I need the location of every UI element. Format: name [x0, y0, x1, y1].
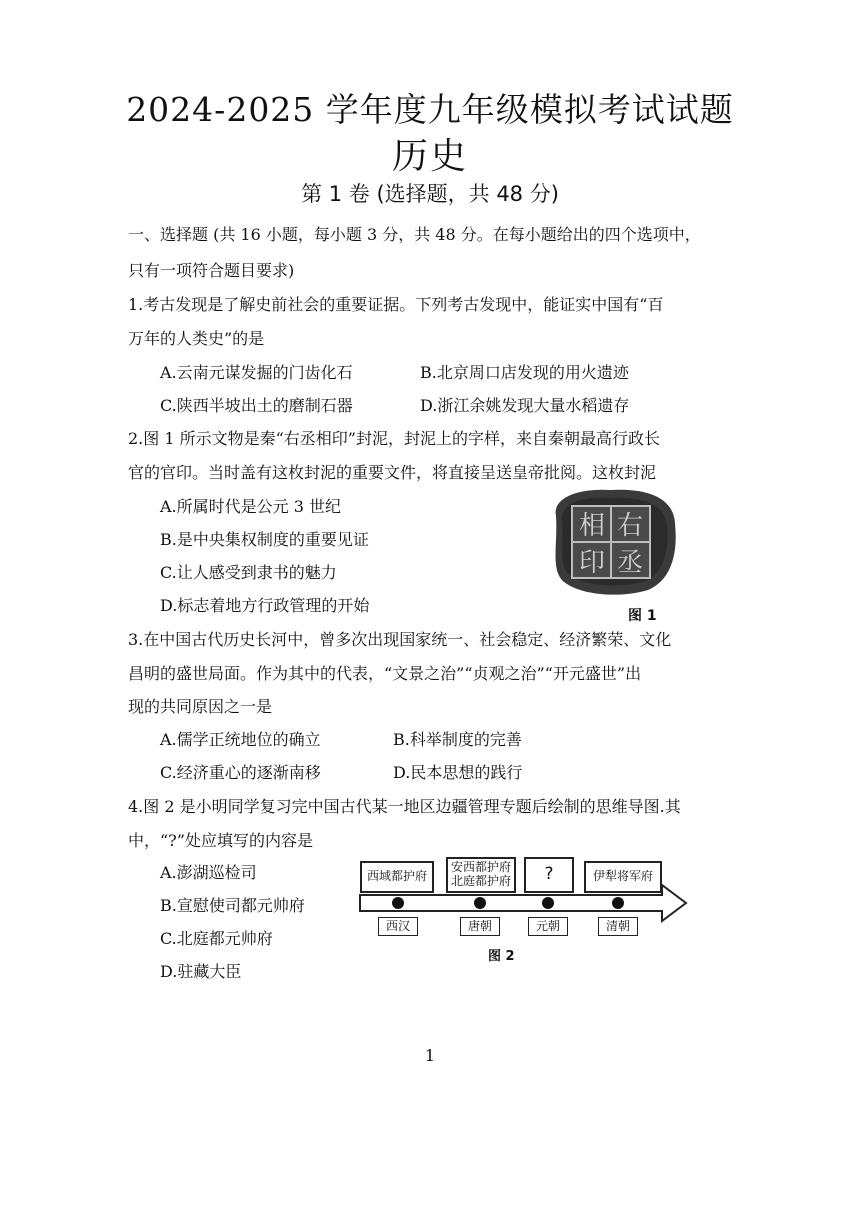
question-3-option-a[interactable]: A.儒学正统地位的确立 — [160, 730, 321, 749]
figure-1-seal-image — [548, 486, 678, 596]
exam-title: 2024-2025 学年度九年级模拟考试试题 — [126, 90, 734, 129]
seal-char-4: 印 — [578, 548, 606, 578]
dynasty-xihan: 西汉 — [378, 917, 418, 936]
box-anxi-label: 安西都护府 — [450, 860, 511, 875]
box-beiting-label: 北庭都护府 — [450, 874, 511, 888]
question-2-option-d[interactable]: D.标志着地方行政管理的开始 — [160, 596, 370, 615]
seal-char-2: 丞 — [616, 548, 644, 578]
question-3-option-b[interactable]: B.科举制度的完善 — [393, 730, 522, 749]
dynasty-yuan: 元朝 — [528, 917, 568, 936]
question-4-option-c[interactable]: C.北庭都元帅府 — [160, 929, 273, 948]
question-4-option-a[interactable]: A.澎湖巡检司 — [160, 863, 257, 882]
question-1-option-c[interactable]: C.陕西半坡出土的磨制石器 — [160, 396, 353, 415]
question-3-stem-line-3: 现的共同原因之一是 — [128, 697, 273, 716]
question-2-stem-line-1: 2.图 1 所示文物是秦“右丞相印”封泥，封泥上的字样，来自秦朝最高行政长 — [128, 429, 660, 448]
question-3-stem-line-2: 昌明的盛世局面。作为其中的代表，“文景之治”“贞观之治”“开元盛世”出 — [128, 664, 642, 683]
question-1-stem-line-2: 万年的人类史”的是 — [128, 329, 265, 348]
question-4-stem-line-1: 4.图 2 是小明同学复习完中国古代某一地区边疆管理专题后绘制的思维导图.其 — [128, 797, 681, 816]
question-1-option-b[interactable]: B.北京周口店发现的用火遗迹 — [420, 363, 629, 382]
question-3-stem-line-1: 3.在中国古代历史长河中，曾多次出现国家统一、社会稳定、经济繁荣、文化 — [128, 630, 672, 649]
figure-2-timeline-diagram — [358, 855, 690, 945]
question-2-stem-line-2: 官的官印。当时盖有这枚封泥的重要文件，将直接呈送皇帝批阅。这枚封泥 — [128, 463, 657, 482]
figure-1-caption: 图 1 — [628, 608, 657, 624]
question-1-stem-line-1: 1.考古发现是了解史前社会的重要证据。下列考古发现中，能证实中国有“百 — [128, 295, 664, 314]
instructions-line-2: 只有一项符合题目要求) — [128, 261, 295, 280]
box-question-mark — [524, 857, 574, 893]
figure-2-caption: 图 2 — [488, 949, 515, 964]
seal-char-1: 右 — [616, 511, 644, 541]
question-3-option-d[interactable]: D.民本思想的践行 — [393, 763, 523, 782]
question-1-option-d[interactable]: D.浙江余姚发现大量水稻遗存 — [420, 396, 630, 415]
question-4-stem-line-2: 中，“?”处应填写的内容是 — [128, 831, 313, 850]
timeline-dot-2 — [474, 897, 486, 909]
timeline-dot-3 — [542, 897, 554, 909]
subject-title: 历史 — [391, 136, 468, 177]
question-2-option-b[interactable]: B.是中央集权制度的重要见证 — [160, 530, 369, 549]
question-4-option-b[interactable]: B.宣慰使司都元帅府 — [160, 896, 305, 915]
seal-char-3: 相 — [578, 511, 606, 541]
timeline-dot-1 — [392, 897, 404, 909]
box-yili-label: 伊犁将军府 — [592, 869, 653, 884]
question-2-option-a[interactable]: A.所属时代是公元 3 世纪 — [160, 497, 341, 516]
box-xiyu-duhufu-label: 西域都护府 — [366, 869, 427, 884]
question-mark-label: ? — [544, 864, 554, 885]
question-2-option-c[interactable]: C.让人感受到隶书的魅力 — [160, 563, 337, 582]
box-yili-jiangjunfu — [584, 861, 662, 893]
question-3-option-c[interactable]: C.经济重心的逐渐南移 — [160, 763, 321, 782]
box-anxi-beiting-duhufu — [446, 857, 516, 893]
section-heading: 第 1 卷 (选择题，共 48 分) — [301, 182, 559, 206]
instructions-line-1: 一、选择题 (共 16 小题，每小题 3 分，共 48 分。在每小题给出的四个选项中， — [128, 225, 701, 244]
dynasty-qing: 清朝 — [598, 917, 638, 936]
dynasty-tang: 唐朝 — [460, 917, 500, 936]
page-number: 1 — [424, 1046, 436, 1065]
question-4-option-d[interactable]: D.驻藏大臣 — [160, 962, 242, 981]
timeline-dot-4 — [612, 897, 624, 909]
box-xiyu-duhufu — [360, 861, 434, 893]
question-1-option-a[interactable]: A.云南元谋发掘的门齿化石 — [160, 363, 353, 382]
